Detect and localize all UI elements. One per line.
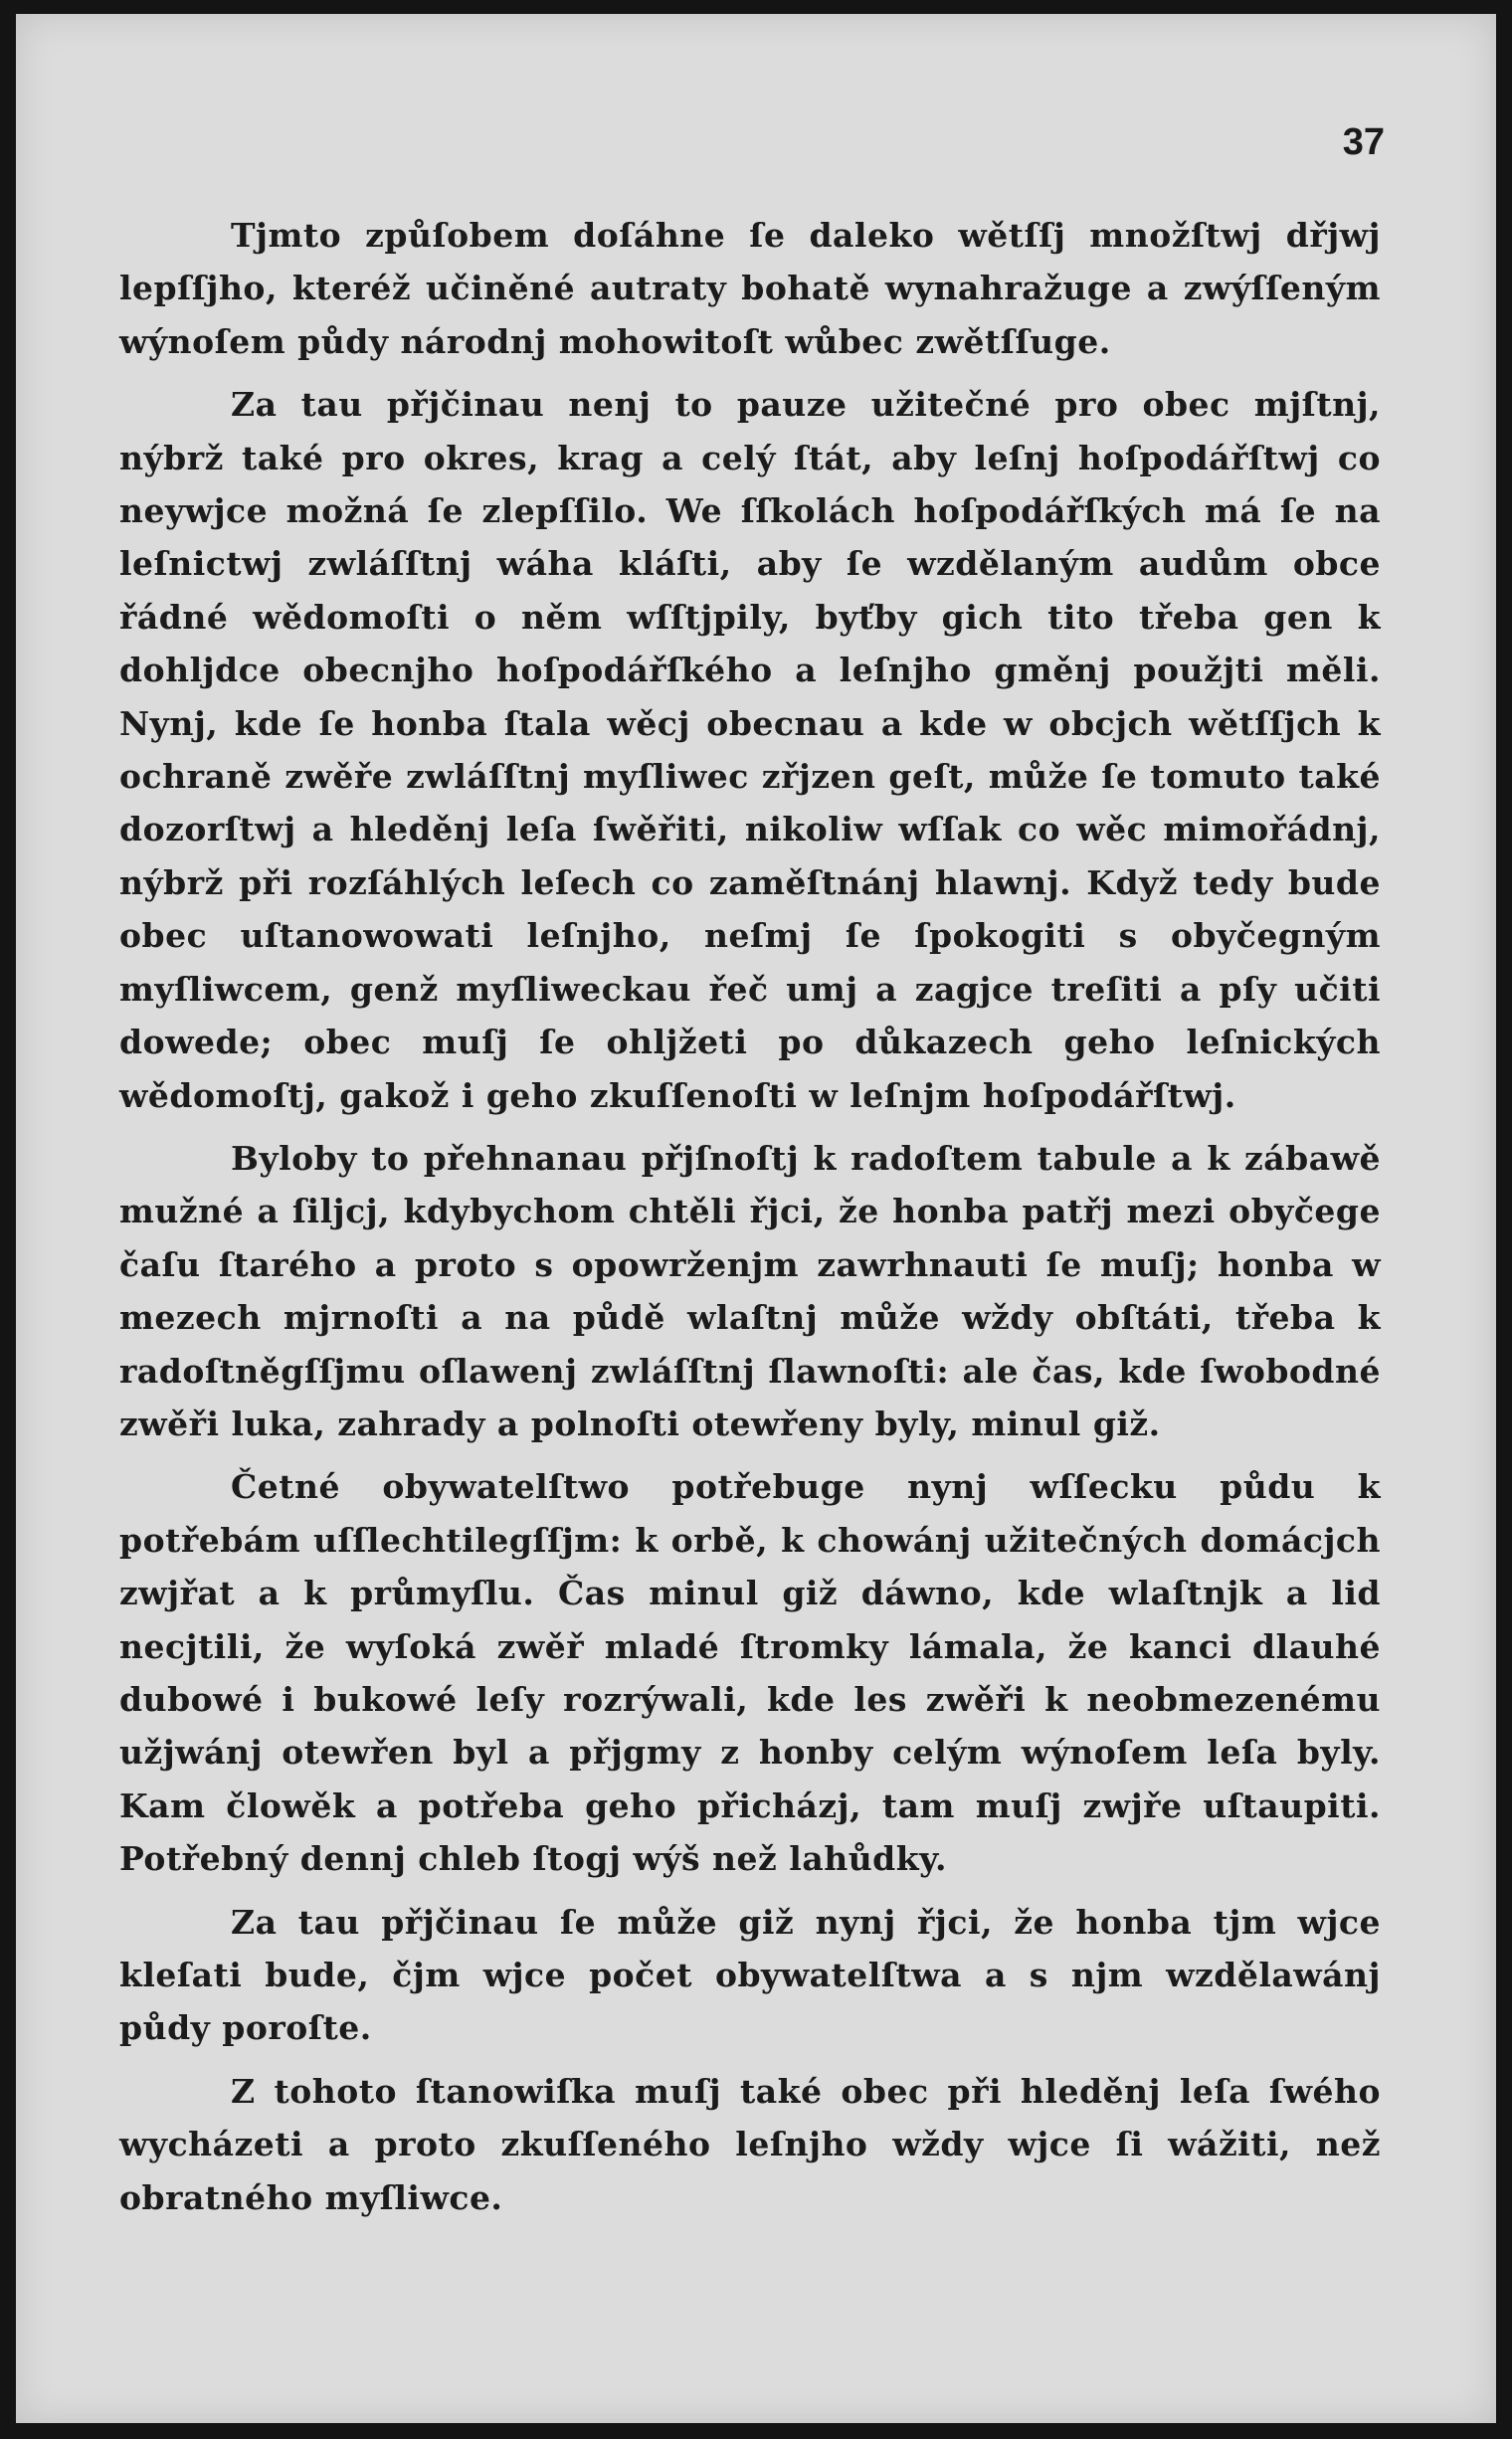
paragraph: Četné obywatelſtwo potřebuge nynj wſſecku půdu k potřebám uſſlechtilegſſjm: k orbě, k chowánj užitečných domácjch zwjřat a k průmyſlu. Čas minul giž dáwno, kde wlaſtnjk a lid necjtili, že wyſoká zwěř mladé ſtromky lámala, že kanci dlauhé dubowé i bukowé leſy rozrýwali, kde les zwěři k neobmezenému užjwánj otewřen byl a přjgmy z honby celým wýnoſem leſa byly. Kam člowěk a potřeba geho přicházj, tam muſj zwjře uſtaupiti. Potřebný dennj chleb ſtogj wýš než lahůdky.	[119, 1467, 1381, 1879]
paragraph: Tjmto způſobem doſáhne ſe daleko wětſſj množſtwj dřjwj lepſſjho, kteréž učiněné autraty bohatě wynahražuge a zwýſſeným wýnoſem půdy národnj mohowitoſt wůbec zwětſſuge.	[119, 216, 1381, 361]
paragraph: Za tau přjčinau ſe může giž nynj řjci, že honba tjm wjce kleſati bude, čjm wjce počet obywatelſtwa a s njm wzdělawánj půdy poroſte.	[119, 1902, 1381, 2048]
paragraph: Za tau přjčinau nenj to pauze užitečné pro obec mjſtnj, nýbrž také pro okres, krag a celý ſtát, aby leſnj hoſpodářſtwj co neywjce možná ſe zlepſſilo. We ſſkolách hoſpodářſkých má ſe na leſnictwj zwláſſtnj wáha kláſti, aby ſe wzdělaným audům obce řádné wědomoſti o něm wſſtjpily, byťby gich tito třeba gen k dohljdce obecnjho hoſpodářſkého a leſnjho gměnj použjti měli. Nynj, kde ſe honba ſtala wěcj obecnau a kde w obcjch wětſſjch k ochraně zwěře zwláſſtnj myſliwec zřjzen geſt, může ſe tomuto také dozorſtwj a hleděnj leſa ſwěřiti, nikoliw wſſak co wěc mimořádnj, nýbrž při rozſáhlých leſech co zaměſtnánj hlawnj. Když tedy bude obec uſtanowowati leſnjho, neſmj ſe ſpokogiti s obyčegným myſliwcem, genž myſliweckau řeč umj a zagjce treſiti a pſy učiti dowede; obec muſj ſe ohljžeti po důkazech geho leſnických wědomoſtj, gakož i geho zkuſſenoſti w leſnjm hoſpodářſtwj.	[119, 385, 1381, 1115]
text-body	[119, 209, 1381, 2224]
book-page	[16, 14, 1496, 2423]
page-number: 37	[1342, 121, 1385, 163]
paragraph: Z tohoto ſtanowiſka muſj také obec při hleděnj leſa ſwého wycházeti a proto zkuſſeného leſnjho wždy wjce ſi wážiti, než obratného myſliwce.	[119, 2071, 1381, 2217]
paragraph: Byloby to přehnanau přjſnoſtj k radoſtem tabule a k zábawě mužné a ſiljcj, kdybychom chtěli řjci, že honba patřj mezi obyčege čaſu ſtarého a proto s opowrženjm zawrhnauti ſe muſj; honba w mezech mjrnoſti a na půdě wlaſtnj může wždy obſtáti, třeba k radoſtněgſſjmu oſlawenj zwláſſtnj ſlawnoſti: ale čas, kde ſwobodné zwěři luka, zahrady a polnoſti otewřeny byly, minul giž.	[119, 1138, 1381, 1443]
